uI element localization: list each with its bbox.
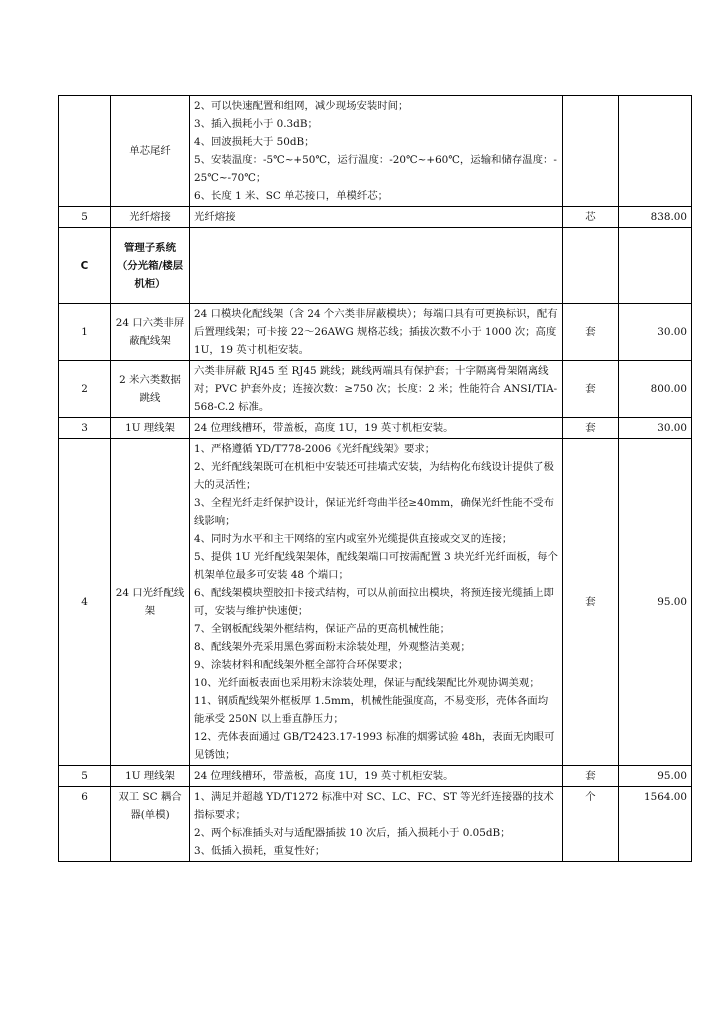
spec-line: 11、钢质配线架外框板厚 1.5mm，机械性能强度高，不易变形，壳体各面均能承受 250N 以上垂直静压力；	[194, 695, 549, 725]
spec-line: 4、同时为水平和主干网络的室内或室外光缆提供直接或交叉的连接；	[194, 533, 513, 545]
spec-line: 12、壳体表面通过 GB/T2423.17-1993 标准的烟雾试验 48h，表面无肉眼可见锈蚀；	[194, 731, 555, 761]
table-row	[59, 439, 692, 766]
item-name: 24 口六类非屏蔽配线架	[111, 304, 190, 361]
table-row	[59, 361, 692, 418]
spec-line: 8、配线架外壳采用黑色雾面粉末涂装处理，外观整洁美观；	[194, 641, 471, 653]
table-row	[59, 787, 692, 862]
item-unit: 套	[563, 304, 619, 361]
row-number: 4	[59, 439, 111, 766]
spec-line: 9、涂装材料和配线架外框全部符合环保要求；	[194, 659, 409, 671]
item-name: 1U 理线架	[111, 418, 190, 439]
item-description	[190, 787, 563, 862]
row-number: 2	[59, 361, 111, 418]
item-unit: 芯	[563, 207, 619, 228]
spec-line: 6、长度 1 米、SC 单芯接口，单模纤芯；	[194, 190, 389, 202]
item-price	[619, 96, 692, 207]
section-header-row	[59, 228, 692, 304]
item-name: 24 口光纤配线架	[111, 439, 190, 766]
table-row	[59, 207, 692, 228]
item-name: 双工 SC 耦合器(单模)	[111, 787, 190, 862]
item-unit: 套	[563, 766, 619, 787]
spec-line: 3、插入损耗小于 0.3dB；	[194, 118, 318, 130]
spec-line: 1、满足并超越 YD/T1272 标准中对 SC、LC、FC、ST 等光纤连接器的技术指标要求；	[194, 791, 554, 821]
item-description	[190, 96, 563, 207]
spec-line: 4、回波损耗大于 50dB；	[194, 136, 315, 148]
item-description	[190, 439, 563, 766]
item-price: 95.00	[619, 439, 692, 766]
item-name: 单芯尾纤	[111, 96, 190, 207]
item-price: 838.00	[619, 207, 692, 228]
item-description: 24 位理线槽环，带盖板，高度 1U，19 英寸机柜安装。	[190, 418, 563, 439]
spec-line: 10、光纤面板表面也采用粉末涂装处理，保证与配线架配比外观协调美观；	[194, 677, 540, 689]
section-title: 管理子系统（分光箱/楼层机柜）	[111, 228, 190, 304]
item-description: 六类非屏蔽 RJ45 至 RJ45 跳线；跳线两端具有保护套；十字隔离骨架隔离线对；PVC 护套外皮；连接次数：≥750 次；长度：2 米；性能符合 ANSI/TIA-568-C.2 标准。	[190, 361, 563, 418]
table-row	[59, 304, 692, 361]
row-number: 5	[59, 207, 111, 228]
equipment-spec-table	[58, 95, 692, 862]
item-price: 30.00	[619, 304, 692, 361]
spec-line: 7、全钢板配线架外框结构，保证产品的更高机械性能；	[194, 623, 450, 635]
item-description: 24 位理线槽环，带盖板，高度 1U，19 英寸机柜安装。	[190, 766, 563, 787]
item-unit: 套	[563, 418, 619, 439]
item-unit	[563, 96, 619, 207]
item-unit: 个	[563, 787, 619, 862]
spec-line: 6、配线架模块塑胶扣卡接式结构，可以从前面拉出模块，将预连接光缆插上即可，安装与维护快速便；	[194, 587, 554, 617]
item-name: 1U 理线架	[111, 766, 190, 787]
row-number: 1	[59, 304, 111, 361]
item-name: 光纤熔接	[111, 207, 190, 228]
item-unit: 套	[563, 439, 619, 766]
spec-line: 3、低插入损耗，重复性好；	[194, 845, 326, 857]
table-row	[59, 96, 692, 207]
item-price: 95.00	[619, 766, 692, 787]
item-price: 1564.00	[619, 787, 692, 862]
section-letter: C	[59, 228, 111, 304]
row-number: 3	[59, 418, 111, 439]
item-price: 30.00	[619, 418, 692, 439]
row-number: 5	[59, 766, 111, 787]
item-description: 24 口模块化配线架（含 24 个六类非屏蔽模块）；每端口具有可更换标识，配有后置理线架；可卡接 22～26AWG 规格芯线；插拔次数不小于 1000 次；高度 1U，19 英寸机柜安装。	[190, 304, 563, 361]
spec-line: 5、安装温度：-5℃~+50℃，运行温度：-20℃~+60℃，运输和储存温度：-25℃~-70℃；	[194, 154, 557, 184]
item-description: 光纤熔接	[190, 207, 563, 228]
item-price: 800.00	[619, 361, 692, 418]
spec-line: 5、提供 1U 光纤配线架架体，配线架端口可按需配置 3 块光纤光纤面板，每个机架单位最多可安装 48 个端口；	[194, 551, 558, 581]
item-name: 2 米六类数据跳线	[111, 361, 190, 418]
table-row	[59, 766, 692, 787]
item-unit: 套	[563, 361, 619, 418]
table-row	[59, 418, 692, 439]
spec-line: 2、光纤配线架既可在机柜中安装还可挂墙式安装，为结构化布线设计提供了极大的灵活性；	[194, 461, 554, 491]
spec-line: 2、两个标准插头对与适配器插拔 10 次后，插入损耗小于 0.05dB；	[194, 827, 511, 839]
spec-line: 2、可以快速配置和组网，减少现场安装时间；	[194, 100, 409, 112]
spec-line: 3、全程光纤走纤保护设计，保证光纤弯曲半径≥40mm，确保光纤性能不受布线影响；	[194, 497, 554, 527]
row-number	[59, 96, 111, 207]
row-number: 6	[59, 787, 111, 862]
spec-line: 1、严格遵循 YD/T778-2006《光纤配线架》要求；	[194, 443, 436, 455]
